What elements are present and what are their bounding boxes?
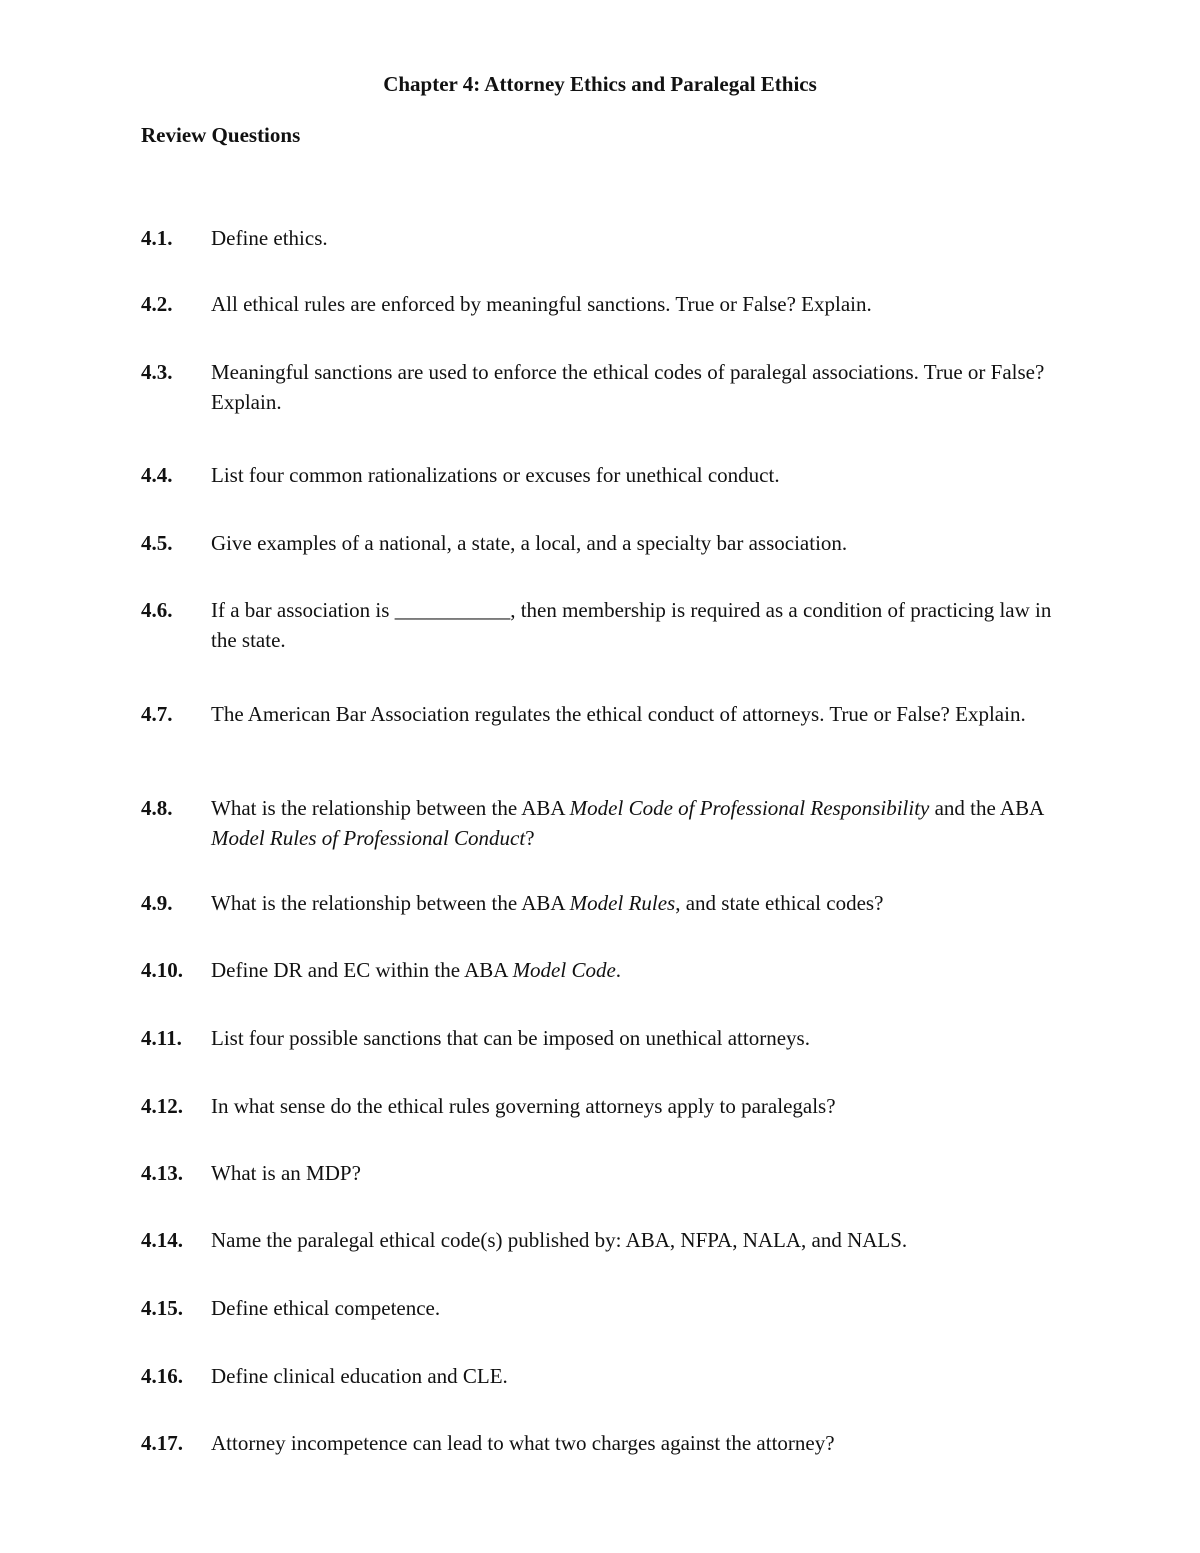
question-number: 4.6.: [141, 598, 173, 622]
text-span: Define ethics.: [211, 226, 328, 250]
page-title: Chapter 4: Attorney Ethics and Paralegal Ethics: [383, 72, 817, 96]
text-span: List four common rationalizations or excuses for unethical conduct.: [211, 463, 780, 487]
question-text: [211, 1293, 1071, 1323]
question-item: [141, 528, 1071, 558]
text-span: What is the relationship between the ABA: [211, 796, 570, 820]
question-number: 4.11.: [141, 1026, 182, 1050]
text-span: and the ABA: [929, 796, 1044, 820]
text-span: , and state ethical codes?: [675, 891, 884, 915]
text-span: ?: [525, 826, 535, 850]
question-item: [141, 357, 1071, 417]
question-number: 4.14.: [141, 1228, 183, 1252]
question-text: [211, 460, 1071, 490]
question-number: 4.13.: [141, 1161, 183, 1185]
italic-title: Model Rules of Professional Conduct: [211, 826, 526, 850]
question-item: [141, 793, 1071, 853]
question-text: [211, 888, 1071, 918]
section-heading: Review Questions: [141, 123, 301, 147]
text-span: What is the relationship between the ABA: [211, 891, 570, 915]
question-number: 4.4.: [141, 463, 173, 487]
question-item: [141, 1428, 1071, 1458]
text-span: If a bar association is ___________, then membership is required as a condition of practicing law in the state.: [211, 598, 1052, 652]
question-item: [141, 1091, 1071, 1121]
question-item: [141, 1293, 1071, 1323]
question-text: [211, 793, 1071, 853]
text-span: All ethical rules are enforced by meaningful sanctions. True or False? Explain.: [211, 292, 872, 316]
question-item: [141, 1225, 1071, 1255]
question-item: [141, 1158, 1071, 1188]
text-span: Define clinical education and CLE.: [211, 1364, 508, 1388]
text-span: Meaningful sanctions are used to enforce the ethical codes of paralegal associations. True or False? Explain.: [211, 360, 1045, 414]
question-text: [211, 1428, 1071, 1458]
text-span: What is an MDP?: [211, 1161, 361, 1185]
question-number: 4.16.: [141, 1364, 183, 1388]
question-text: [211, 528, 1071, 558]
text-span: List four possible sanctions that can be imposed on unethical attorneys.: [211, 1026, 810, 1050]
question-text: [211, 595, 1071, 655]
question-number: 4.3.: [141, 360, 173, 384]
question-item: [141, 595, 1071, 655]
italic-title: Model Rules: [569, 891, 676, 915]
question-number: 4.2.: [141, 292, 173, 316]
text-span: Name the paralegal ethical code(s) published by: ABA, NFPA, NALA, and NALS.: [211, 1228, 908, 1252]
question-text: [211, 289, 1071, 319]
text-span: .: [615, 958, 622, 982]
question-item: [141, 289, 1071, 319]
text-span: In what sense do the ethical rules governing attorneys apply to paralegals?: [211, 1094, 836, 1118]
question-number: 4.15.: [141, 1296, 183, 1320]
question-number: 4.17.: [141, 1431, 183, 1455]
italic-title: Model Code: [512, 958, 616, 982]
question-number: 4.1.: [141, 226, 173, 250]
question-number: 4.7.: [141, 702, 173, 726]
question-item: [141, 460, 1071, 490]
question-text: [211, 1225, 1071, 1255]
question-number: 4.9.: [141, 891, 173, 915]
question-item: [141, 888, 1071, 918]
question-number: 4.5.: [141, 531, 173, 555]
question-text: [211, 699, 1071, 729]
question-item: [141, 1361, 1071, 1391]
question-number: 4.10.: [141, 958, 183, 982]
question-text: [211, 357, 1071, 417]
text-span: Attorney incompetence can lead to what two charges against the attorney?: [211, 1431, 835, 1455]
question-item: [141, 699, 1071, 729]
question-item: [141, 223, 1071, 253]
question-text: [211, 223, 1071, 253]
question-number: 4.12.: [141, 1094, 183, 1118]
italic-title: Model Code of Professional Responsibility: [569, 796, 930, 820]
question-item: [141, 1023, 1071, 1053]
text-span: Define ethical competence.: [211, 1296, 441, 1320]
question-text: [211, 1158, 1071, 1188]
text-span: Give examples of a national, a state, a local, and a specialty bar association.: [211, 531, 848, 555]
question-text: [211, 955, 1071, 985]
question-text: [211, 1091, 1071, 1121]
question-number: 4.8.: [141, 796, 173, 820]
question-text: [211, 1023, 1071, 1053]
question-text: [211, 1361, 1071, 1391]
text-span: Define DR and EC within the ABA: [211, 958, 513, 982]
text-span: The American Bar Association regulates the ethical conduct of attorneys. True or False? Explain.: [211, 702, 1026, 726]
question-item: [141, 955, 1071, 985]
